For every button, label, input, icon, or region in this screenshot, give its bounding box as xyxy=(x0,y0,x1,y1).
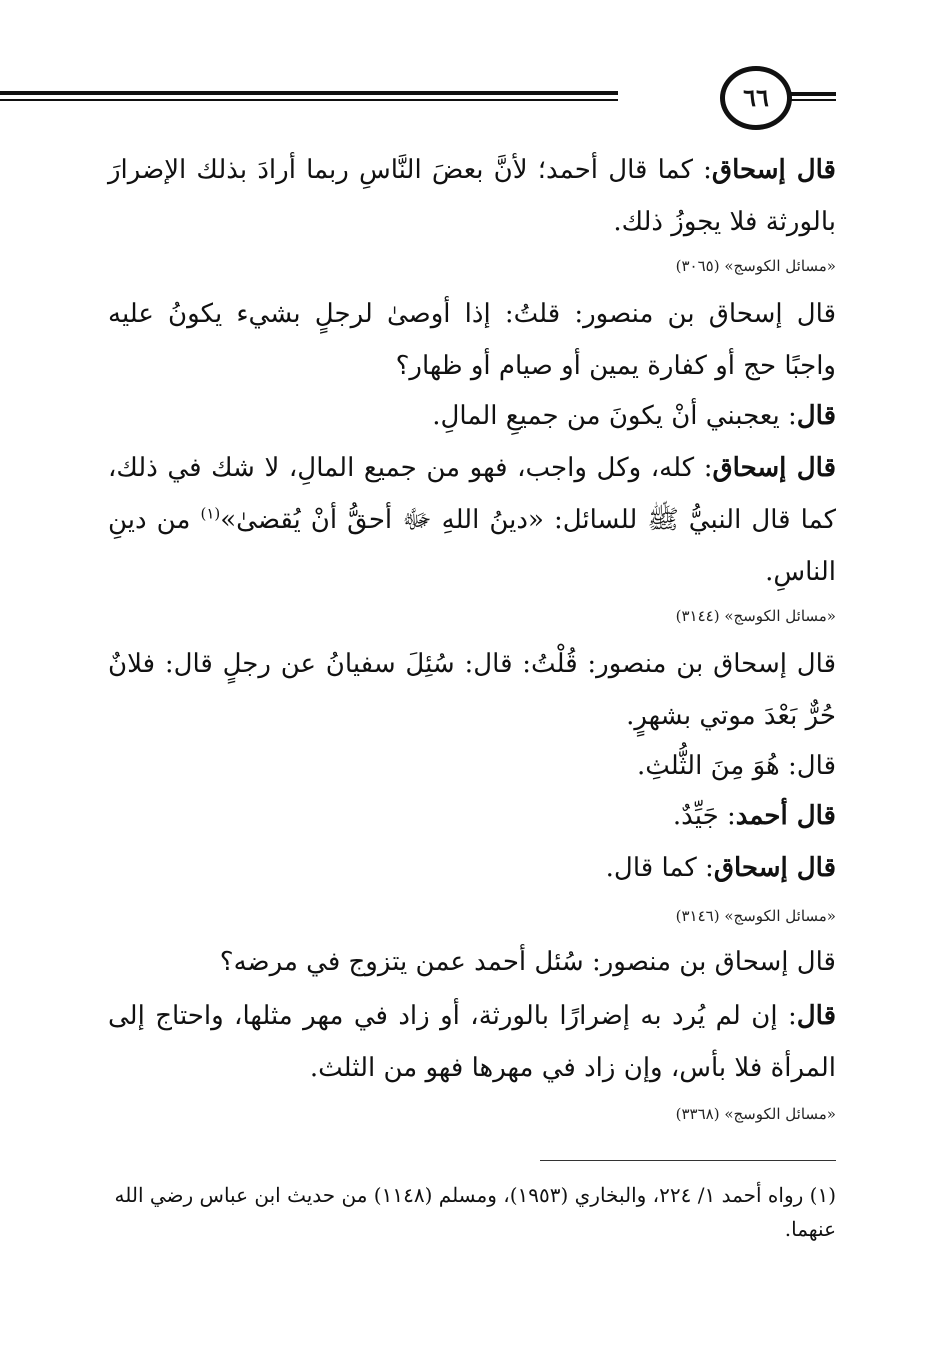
paragraph-text: : جَيِّدٌ. xyxy=(672,801,736,831)
header-rule-thick xyxy=(0,91,618,95)
paragraph-text: : كما قال. xyxy=(605,853,714,883)
paragraph xyxy=(108,990,836,1094)
paragraph-text: قال إسحاق بن منصور: قلتُ: إذا أوصىٰ لرجلٍ بشيء يكونُ عليه واجبًا حج أو كفارة يمين أو صيام أو ظهار؟ xyxy=(108,299,836,381)
source-citation: «مسائل الكوسج» (٣١٤٦) xyxy=(675,907,836,925)
speaker-label: قال إسحاق xyxy=(712,453,837,483)
paragraph xyxy=(108,842,836,894)
paragraph-text: : هُوَ مِنَ الثُّلثِ. xyxy=(636,751,797,781)
footnote-marker: (١) xyxy=(809,1183,836,1207)
source-citation: «مسائل الكوسج» (٣٣٦٨) xyxy=(675,1105,836,1123)
paragraph xyxy=(108,144,836,248)
footnote xyxy=(108,1178,836,1246)
paragraph-text: قال إسحاق بن منصور: سُئل أحمد عمن يتزوج في مرضه؟ xyxy=(219,947,836,977)
paragraph xyxy=(108,442,836,598)
speaker-label: قال xyxy=(796,401,836,431)
paragraph xyxy=(108,288,836,392)
footnote-reference[interactable]: (١) xyxy=(200,504,221,523)
header-rule-thin xyxy=(0,99,618,101)
paragraph xyxy=(108,390,836,442)
speaker-label: قال أحمد xyxy=(735,801,836,831)
paragraph xyxy=(108,790,836,842)
paragraph-text: : كما قال أحمد؛ لأنَّ بعضَ النَّاسِ ربما أرادَ بذلك الإضرارَ بالورثة فلا يجوزُ ذلك. xyxy=(108,155,836,237)
page-number-badge xyxy=(720,66,792,130)
speaker-label: قال إسحاق xyxy=(713,853,836,883)
header-rule-right xyxy=(790,92,836,96)
paragraph xyxy=(108,936,836,988)
paragraph-text: : إن لم يُرد به إضرارًا بالورثة، أو زاد في مهر مثلها، واحتاج إلى المرأة فلا بأس، وإن زاد في مهرها فهو من الثلث. xyxy=(108,1001,836,1083)
header-rule-right-thin xyxy=(790,99,836,101)
speaker-label: قال إسحاق xyxy=(711,155,836,185)
paragraph xyxy=(108,638,836,742)
paragraph-text: قال إسحاق بن منصور: قُلْتُ: قال: سُئِلَ سفيانُ عن رجلٍ قال: فلانٌ حُرٌّ بَعْدَ موتي بشهرٍ. xyxy=(108,649,836,731)
paragraph xyxy=(108,740,836,792)
footnote-separator xyxy=(540,1160,836,1161)
speaker-label: قال xyxy=(796,751,836,781)
paragraph-text: : كله، وكل واجب، فهو من جميع المالِ، لا شك في ذلك، كما قال النبيُّ ﷺ للسائل: «دينُ اللهِ ﷻ أحقُّ أنْ يُقضىٰ» xyxy=(108,453,836,535)
page-number: ٦٦ xyxy=(743,83,769,112)
footnote-text: رواه أحمد ١/ ٢٢٤، والبخاري (١٩٥٣)، ومسلم (١١٤٨) من حديث ابن عباس رضي الله عنهما. xyxy=(114,1183,836,1241)
source-citation: «مسائل الكوسج» (٣٠٦٥) xyxy=(675,257,836,275)
paragraph-text: : يعجبني أنْ يكونَ من جميعِ المالِ. xyxy=(432,401,797,431)
source-citation: «مسائل الكوسج» (٣١٤٤) xyxy=(675,607,836,625)
paragraph-text-continued: من دينِ الناسِ. xyxy=(108,505,836,587)
speaker-label: قال xyxy=(796,1001,836,1031)
